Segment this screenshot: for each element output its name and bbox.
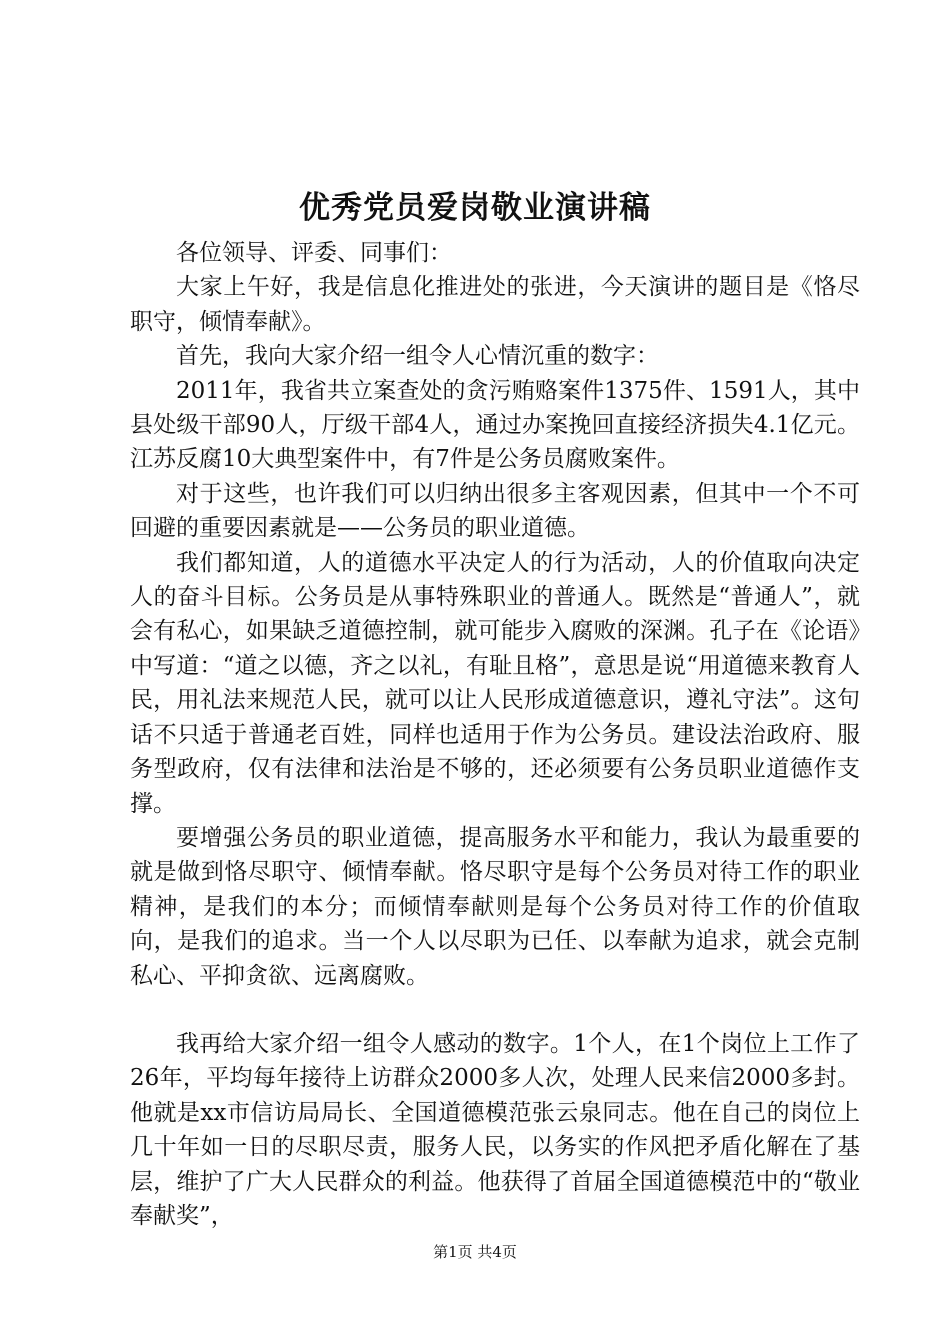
paragraph-morality: 我们都知道，人的道德水平决定人的行为活动，人的价值取向决定人的奋斗目标。公务员是从事特殊职业的普通人。既然是“普通人”，就会有私心，如果缺乏道德控制，就可能步入腐败的深渊。孔子在《论语》中写道：“道之以德，齐之以礼，有耻且格”，意思是说“用道德来教育人民，用礼法来规范人民，就可以让人民形成道德意识，遵礼守法”。这句话不只适于普通老百姓，同样也适用于作为公务员。建设法治政府、服务型政府，仅有法律和法治是不够的，还必须要有公务员职业道德作支撑。 — [130, 549, 860, 817]
paragraph-factors: 对于这些，也许我们可以归纳出很多主客观因素，但其中一个不可回避的重要因素就是——公务员的职业道德。 — [130, 480, 860, 542]
paragraph-statistics: 2011年，我省共立案查处的贪污贿赂案件1375件、1591人，其中县处级干部90人，厅级干部4人，通过办案挽回直接经济损失4.1亿元。江苏反腐10大典型案件中，有7件是公务员腐败案件。 — [130, 377, 860, 473]
page-title: 优秀党员爱岗敬业演讲稿 — [299, 190, 651, 226]
speech-body — [130, 236, 860, 1233]
paragraph-numbers-intro: 首先，我向大家介绍一组令人心情沉重的数字： — [176, 343, 659, 370]
paragraph-duty: 要增强公务员的职业道德，提高服务水平和能力，我认为最重要的就是做到恪尽职守、倾情奉献。恪尽职守是每个公务员对待工作的职业精神，是我们的本分；而倾情奉献则是每个公务员对待工作的价值取向，是我们的追求。当一个人以尽职为已任、以奉献为追求，就会克制私心、平抑贪欲、远离腐败。 — [130, 824, 860, 989]
paragraph-example: 我再给大家介绍一组令人感动的数字。1个人，在1个岗位上工作了26年，平均每年接待上访群众2000多人次，处理人民来信2000多封。他就是xx市信访局局长、全国道德模范张云泉同志。他在自己的岗位上几十年如一日的尽职尽责，服务人民，以务实的作风把矛盾化解在了基层，维护了广大人民群众的利益。他获得了首届全国道德模范中的“敬业奉献奖”， — [130, 1030, 860, 1229]
paragraph-spacer — [130, 993, 860, 1027]
paragraph-greeting: 各位领导、评委、同事们： — [176, 240, 452, 266]
page-number-footer: 第1页 共4页 — [433, 1243, 517, 1261]
paragraph-introduction: 大家上午好，我是信息化推进处的张进，今天演讲的题目是《恪尽职守，倾情奉献》。 — [130, 274, 860, 335]
